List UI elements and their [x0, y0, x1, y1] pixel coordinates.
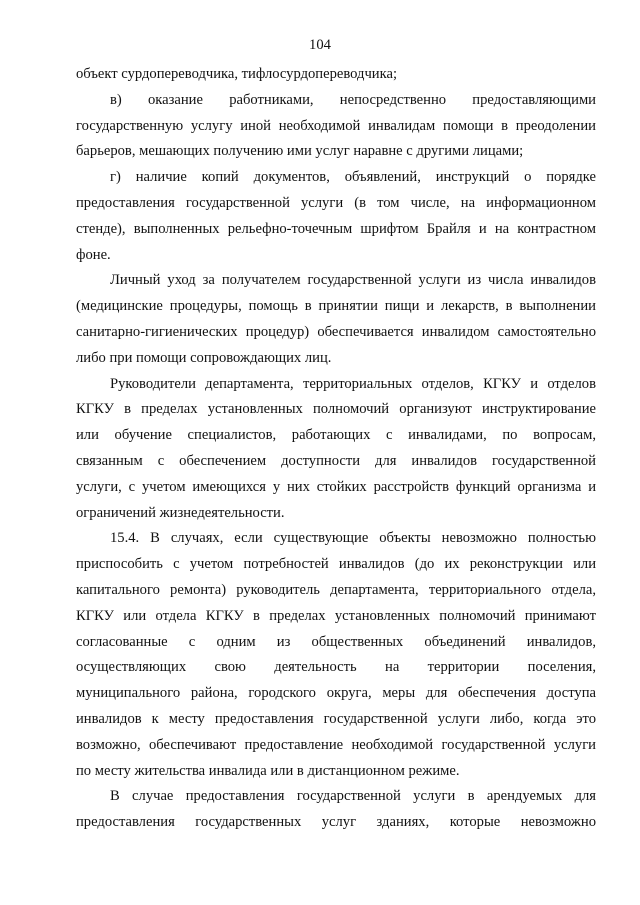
text-line: предоставления государственной услуги (в том числе, на информационном — [76, 194, 596, 211]
text-line: возможно, обеспечивают предоставление необходимой государственной услуги — [76, 736, 596, 753]
text-line: КГКУ в пределах установленных полномочий организуют инструктирование — [76, 401, 596, 418]
text-line: стенде), выполненных рельефно-точечным шрифтом Брайля и на контрастном — [76, 220, 596, 237]
text-line: инвалидов к месту предоставления государственной услуги либо, когда это — [76, 710, 596, 727]
document-body — [76, 62, 596, 836]
text-line: или обучение специалистов, работающих с инвалидами, по вопросам, — [76, 427, 596, 444]
text-line: г) наличие копий документов, объявлений, инструкций о порядке — [110, 169, 596, 186]
text-line: по месту жительства инвалида или в дистанционном режиме. — [76, 762, 460, 779]
text-line: объект сурдопереводчика, тифлосурдопереводчика; — [76, 66, 397, 82]
text-line: барьеров, мешающих получению ими услуг наравне с другими лицами; — [76, 143, 524, 160]
text-line: в) оказание работниками, непосредственно предоставляющими — [110, 91, 596, 108]
text-line: согласованные с одним из общественных объединений инвалидов, — [76, 633, 596, 650]
text-line: Личный уход за получателем государственной услуги из числа инвалидов — [110, 272, 596, 289]
text-line: приспособить с учетом потребностей инвалидов (до их реконструкции или — [76, 556, 596, 573]
page-number: 104 — [309, 37, 331, 53]
text-line: В случае предоставления государственной услуги в арендуемых для — [110, 788, 596, 805]
text-line: связанным с обеспечением доступности для инвалидов государственной — [76, 452, 596, 469]
text-line: осуществляющих свою деятельность на территории поселения, — [76, 659, 596, 676]
text-line: 15.4. В случаях, если существующие объекты невозможно полностью — [110, 530, 596, 547]
text-line: фоне. — [76, 246, 111, 263]
text-line: капитального ремонта) руководитель департамента, территориального отдела, — [76, 581, 596, 598]
text-line: муниципального района, городского округа, меры для обеспечения доступа — [76, 685, 596, 702]
text-line: предоставления государственных услуг зданиях, которые невозможно — [76, 814, 596, 831]
text-line: государственную услугу иной необходимой инвалидам помощи в преодолении — [76, 117, 596, 134]
text-line: (медицинские процедуры, помощь в принятии пищи и лекарств, в выполнении — [76, 298, 596, 315]
text-line: КГКУ или отдела КГКУ в пределах установленных полномочий принимают — [76, 607, 596, 624]
text-line: ограничений жизнедеятельности. — [76, 504, 285, 521]
text-line: либо при помощи сопровождающих лиц. — [76, 349, 332, 366]
text-line: Руководители департамента, территориальных отделов, КГКУ и отделов — [110, 375, 596, 392]
text-line: услуги, с учетом имеющихся у них стойких расстройств функций организма и — [76, 478, 596, 495]
text-line: санитарно-гигиенических процедур) обеспечивается инвалидом самостоятельно — [76, 323, 596, 340]
